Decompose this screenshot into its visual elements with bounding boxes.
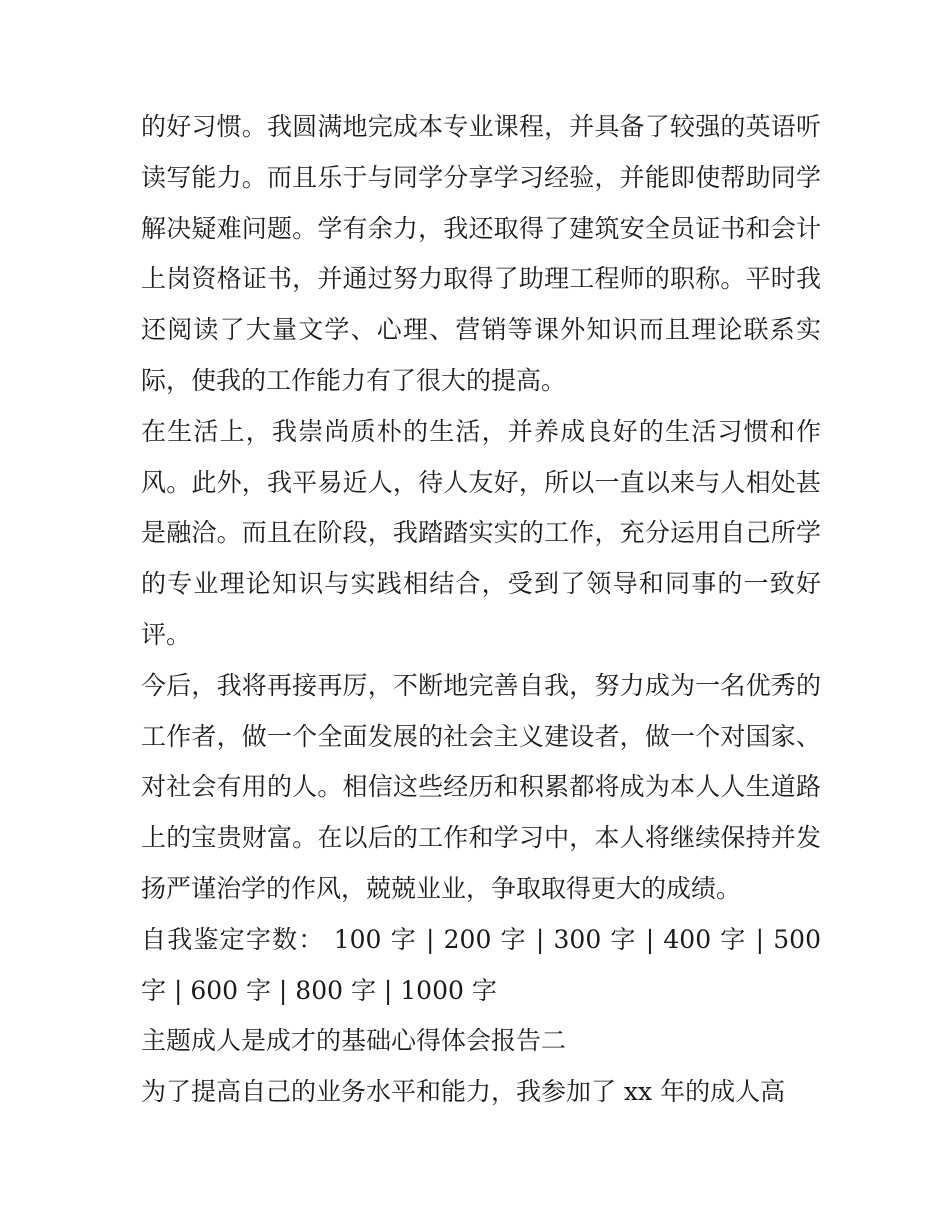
paragraph-daily-life: 在生活上，我崇尚质朴的生活，并养成良好的生活习惯和作风。此外，我平易近人，待人友好，所以一直以来与人相处甚是融洽。而且在阶段，我踏踏实实的工作，充分运用自己所学的专业理论知识与实践相结合，受到了领导和同事的一致好评。 [141,416,821,649]
document-body [141,102,821,1118]
paragraph-future-plans: 今后，我将再接再厉，不断地完善自我，努力成为一名优秀的工作者，做一个全面发展的社会主义建设者，做一个对国家、对社会有用的人。相信这些经历和积累都将成为本人人生道路上的宝贵财富。在以后的工作和学习中，本人将继续保持并发扬严谨治学的作风，兢兢业业，争取取得更大的成绩。 [141,670,821,903]
paragraph-word-count-links: 自我鉴定字数： 100 字 | 200 字 | 300 字 | 400 字 | 500 字 | 600 字 | 800 字 | 1000 字 [141,924,821,1005]
paragraph-section-heading: 主题成人是成才的基础心得体会报告二 [141,1026,567,1056]
paragraph-report-intro: 为了提高自己的业务水平和能力，我参加了 xx 年的成人高 [141,1077,786,1107]
paragraph-study-achievements: 的好习惯。我圆满地完成本专业课程，并具备了较强的英语听读写能力。而且乐于与同学分享学习经验，并能即使帮助同学解决疑难问题。学有余力，我还取得了建筑安全员证书和会计上岗资格证书，并通过努力取得了助理工程师的职称。平时我还阅读了大量文学、心理、营销等课外知识而且理论联系实际，使我的工作能力有了很大的提高。 [141,112,821,395]
